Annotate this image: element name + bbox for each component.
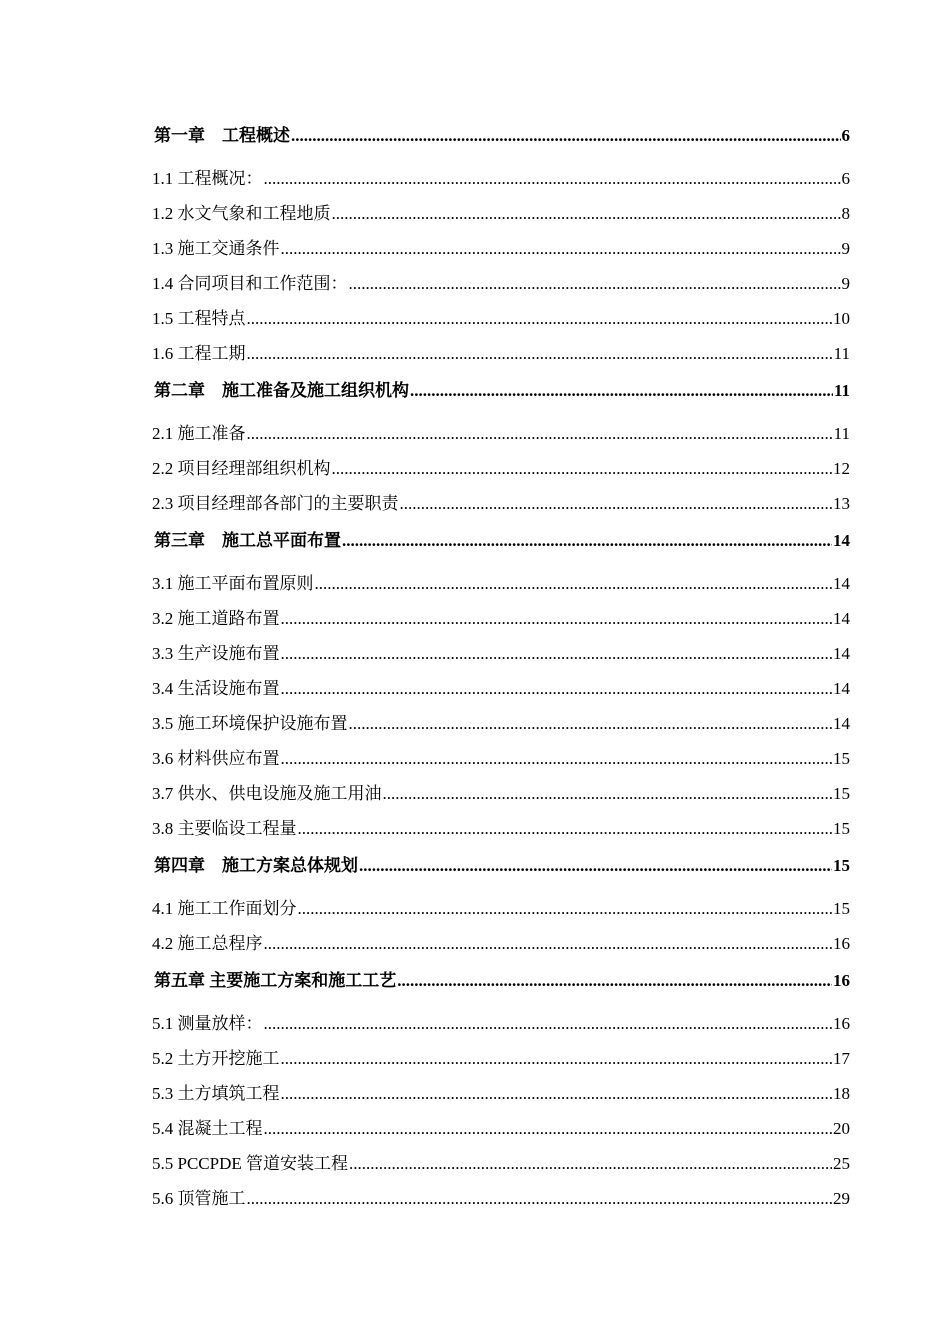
table-of-contents [152,116,850,1216]
dot-leader [281,1084,833,1104]
toc-section-entry[interactable] [152,636,850,671]
toc-section-entry[interactable] [152,671,850,706]
toc-entry-title: 第一章 工程概述 [154,126,290,145]
toc-page-number: 25 [833,1154,850,1173]
toc-page-number: 17 [833,1049,850,1068]
toc-entry-title: 1.2 水文气象和工程地质 [152,204,331,223]
toc-section-entry[interactable] [152,451,850,486]
toc-entry-title: 1.5 工程特点 [152,309,246,328]
toc-entry-title: 5.3 土方填筑工程 [152,1084,280,1103]
dot-leader [264,934,833,954]
toc-page-number: 16 [833,971,850,990]
toc-page-number: 18 [833,1084,850,1103]
toc-entry-title: 4.1 施工工作面划分 [152,899,297,918]
toc-section-entry[interactable] [152,741,850,776]
toc-section-entry[interactable] [152,706,850,741]
toc-section-entry[interactable] [152,1006,850,1041]
dot-leader [315,574,833,594]
dot-leader [247,309,833,329]
toc-page-number: 20 [833,1119,850,1138]
dot-leader [332,459,833,479]
toc-section-entry[interactable] [152,891,850,926]
toc-page-number: 14 [833,609,850,628]
toc-entry-title: 第三章 施工总平面布置 [154,531,341,550]
toc-section-entry[interactable] [152,1181,850,1216]
dot-leader [383,784,833,804]
toc-entry-title: 3.2 施工道路布置 [152,609,280,628]
toc-entry-title: 2.3 项目经理部各部门的主要职责 [152,494,399,513]
toc-section-entry[interactable] [152,1111,850,1146]
toc-entry-title: 3.6 材料供应布置 [152,749,280,768]
toc-entry-title: 1.6 工程工期 [152,344,246,363]
toc-entry-title: 2.1 施工准备 [152,424,246,443]
toc-section-entry[interactable] [152,1146,850,1181]
dot-leader [281,609,833,629]
toc-chapter-entry[interactable] [152,371,850,416]
dot-leader [281,749,833,769]
toc-page-number: 14 [833,714,850,733]
toc-chapter-entry[interactable] [152,961,850,1006]
toc-section-entry[interactable] [152,601,850,636]
toc-entry-title: 3.5 施工环境保护设施布置 [152,714,348,733]
toc-section-entry[interactable] [152,1041,850,1076]
toc-page-number: 14 [833,531,850,550]
toc-page-number: 8 [841,204,850,223]
toc-page-number: 14 [833,679,850,698]
toc-page-number: 6 [841,169,850,188]
toc-page-number: 15 [833,856,850,875]
toc-section-entry[interactable] [152,416,850,451]
toc-page-number: 9 [841,239,850,258]
toc-section-entry[interactable] [152,301,850,336]
toc-chapter-entry[interactable] [152,521,850,566]
toc-section-entry[interactable] [152,266,850,301]
toc-page-number: 11 [833,381,850,400]
toc-entry-title: 第四章 施工方案总体规划 [154,856,358,875]
toc-entry-title: 2.2 项目经理部组织机构 [152,459,331,478]
dot-leader [400,494,833,514]
toc-entry-title: 3.7 供水、供电设施及施工用油 [152,784,382,803]
toc-page-number: 9 [841,274,850,293]
toc-section-entry[interactable] [152,776,850,811]
dot-leader [298,899,833,919]
toc-section-entry[interactable] [152,231,850,266]
toc-section-entry[interactable] [152,926,850,961]
toc-entry-title: 3.4 生活设施布置 [152,679,280,698]
toc-page-number: 6 [841,126,850,145]
toc-chapter-entry[interactable] [152,116,850,161]
toc-section-entry[interactable] [152,566,850,601]
toc-section-entry[interactable] [152,336,850,371]
dot-leader [342,531,832,551]
dot-leader [291,126,841,146]
toc-entry-title: 第二章 施工准备及施工组织机构 [154,381,409,400]
toc-page-number: 15 [833,899,850,918]
toc-page-number: 11 [833,344,850,363]
toc-chapter-entry[interactable] [152,846,850,891]
toc-entry-title: 5.4 混凝土工程 [152,1119,263,1138]
toc-page-number: 13 [833,494,850,513]
toc-section-entry[interactable] [152,1076,850,1111]
toc-page-number: 10 [833,309,850,328]
dot-leader [410,381,833,401]
dot-leader [247,1189,833,1209]
toc-entry-title: 第五章 主要施工方案和施工工艺 [154,971,397,990]
toc-section-entry[interactable] [152,486,850,521]
toc-page-number: 16 [833,934,850,953]
toc-page-number: 11 [833,424,850,443]
dot-leader [281,239,841,259]
toc-page-number: 15 [833,819,850,838]
dot-leader [332,204,841,224]
toc-entry-title: 5.1 测量放样： [152,1014,263,1033]
toc-page-number: 15 [833,784,850,803]
toc-entry-title: 5.5 PCCPDE 管道安装工程 [152,1154,348,1173]
toc-page-number: 16 [833,1014,850,1033]
toc-entry-title: 1.1 工程概况： [152,169,263,188]
toc-page-number: 14 [833,644,850,663]
toc-page-number: 29 [833,1189,850,1208]
dot-leader [264,1119,833,1139]
toc-entry-title: 3.8 主要临设工程量 [152,819,297,838]
dot-leader [359,856,832,876]
toc-entry-title: 3.3 生产设施布置 [152,644,280,663]
dot-leader [298,819,833,839]
toc-entry-title: 1.4 合同项目和工作范围： [152,274,348,293]
toc-page-number: 15 [833,749,850,768]
toc-entry-title: 3.1 施工平面布置原则 [152,574,314,593]
dot-leader [397,971,832,991]
dot-leader [264,169,841,189]
dot-leader [247,344,833,364]
toc-page-number: 12 [833,459,850,478]
toc-entry-title: 1.3 施工交通条件 [152,239,280,258]
toc-page-number: 14 [833,574,850,593]
dot-leader [349,714,833,734]
toc-entry-title: 4.2 施工总程序 [152,934,263,953]
dot-leader [281,644,833,664]
toc-section-entry[interactable] [152,811,850,846]
toc-entry-title: 5.2 土方开挖施工 [152,1049,280,1068]
dot-leader [349,1154,832,1174]
dot-leader [247,424,833,444]
dot-leader [281,1049,833,1069]
toc-section-entry[interactable] [152,161,850,196]
toc-entry-title: 5.6 顶管施工 [152,1189,246,1208]
dot-leader [264,1014,833,1034]
dot-leader [281,679,833,699]
dot-leader [349,274,841,294]
toc-section-entry[interactable] [152,196,850,231]
